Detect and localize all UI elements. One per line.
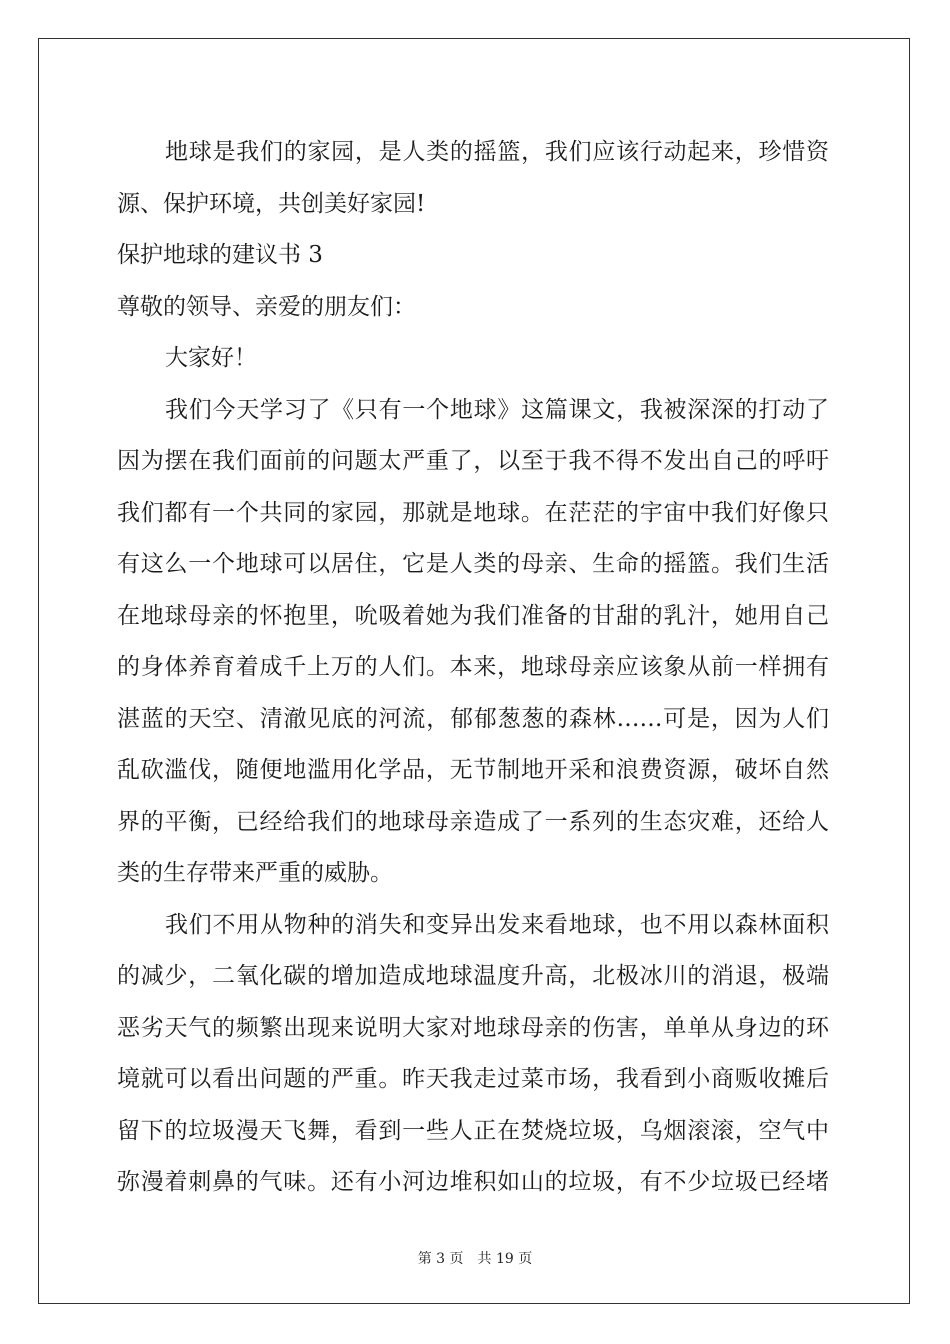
text-line: 类的生存带来严重的威胁。 bbox=[117, 860, 393, 886]
text-line: 我们不用从物种的消失和变异出发来看地球，也不用以森林面积 bbox=[165, 911, 829, 938]
document-body bbox=[117, 127, 829, 1209]
text-line: 恶劣天气的频繁出现来说明大家对地球母亲的伤害，单单从身边的环 bbox=[117, 1014, 829, 1041]
text-line: 我们都有一个共同的家园，那就是地球。在茫茫的宇宙中我们好像只 bbox=[117, 499, 829, 526]
text-line: 源、保护环境，共创美好家园! bbox=[117, 190, 426, 217]
text-line: 的身体养育着成千上万的人们。本来，地球母亲应该象从前一样拥有 bbox=[117, 654, 829, 680]
text-line: 我们今天学习了《只有一个地球》这篇课文，我被深深的打动了 bbox=[165, 396, 829, 423]
text-line: 留下的垃圾漫天飞舞，看到一些人正在焚烧垃圾，乌烟滚滚，空气中 bbox=[117, 1117, 829, 1144]
text-line: 有这么一个地球可以居住，它是人类的母亲、生命的摇篮。我们生活 bbox=[117, 551, 829, 577]
text-line: 因为摆在我们面前的问题太严重了，以至于我不得不发出自己的呼吁 bbox=[117, 448, 829, 474]
page-footer: 第 3 页 共 19 页 bbox=[417, 1251, 533, 1267]
text-line: 境就可以看出问题的严重。昨天我走过菜市场，我看到小商贩收摊后 bbox=[117, 1066, 829, 1092]
text-line: 在地球母亲的怀抱里，吮吸着她为我们准备的甘甜的乳汁，她用自己 bbox=[117, 602, 829, 629]
text-line: 的减少，二氧化碳的增加造成地球温度升高，北极冰川的消退，极端 bbox=[117, 963, 829, 989]
text-line: 弥漫着刺鼻的气味。还有小河边堆积如山的垃圾，有不少垃圾已经堵 bbox=[117, 1169, 829, 1195]
text-line: 界的平衡，已经给我们的地球母亲造成了一系列的生态灾难，还给人 bbox=[117, 808, 829, 835]
text-line: 乱砍滥伐，随便地滥用化学品，无节制地开采和浪费资源，破坏自然 bbox=[117, 757, 829, 783]
text-line: 地球是我们的家园，是人类的摇篮，我们应该行动起来，珍惜资 bbox=[165, 139, 829, 165]
text-line: 湛蓝的天空、清澈见底的河流，郁郁葱葱的森林……可是，因为人们 bbox=[117, 705, 829, 732]
section-title: 保护地球的建议书 3 bbox=[117, 242, 323, 268]
greeting: 大家好！ bbox=[165, 345, 257, 371]
salutation: 尊敬的领导、亲爱的朋友们： bbox=[117, 293, 416, 320]
